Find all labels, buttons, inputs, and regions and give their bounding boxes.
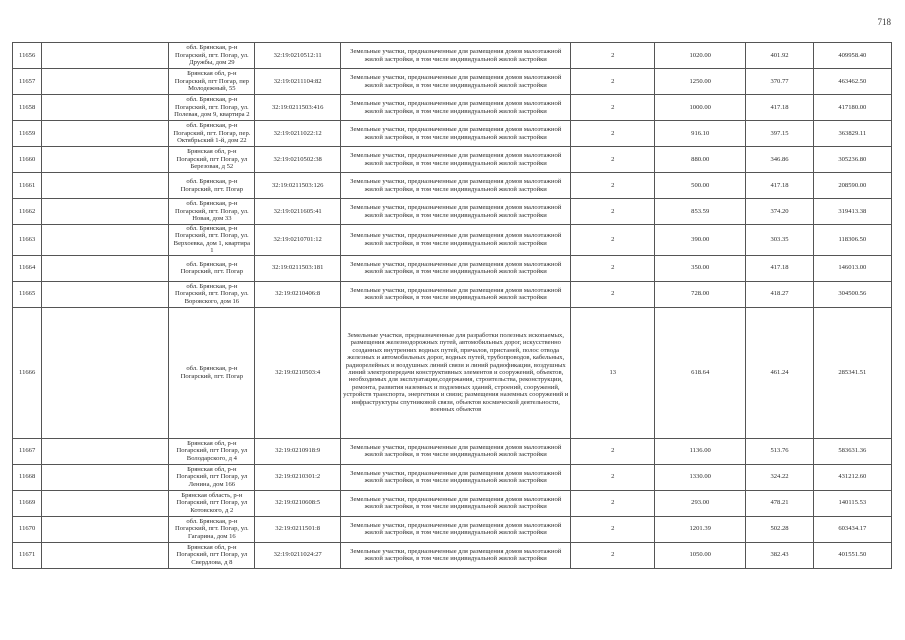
spacer-cell — [42, 542, 169, 568]
permitted-use-cell: Земельные участки, предназначенные для размещения домов малоэтажной жилой застройки, в том числе индивидуальной жилой застройки — [341, 225, 571, 256]
address-cell: обл. Брянская, р-н Погарский, пгт. Погар, пер. Октябрьский 1-й, дом 22 — [169, 121, 255, 147]
spacer-cell — [42, 121, 169, 147]
table-row — [13, 95, 892, 121]
cadastral-number-cell: 32:19:0210301:2 — [255, 464, 341, 490]
cadastral-number-cell: 32:19:0211024:27 — [255, 542, 341, 568]
area-cell: 1330.00 — [655, 464, 746, 490]
row-number-cell: 11667 — [13, 438, 42, 464]
address-cell: обл. Брянская, р-н Погарский, пгт. Погар — [169, 173, 255, 199]
cadastral-number-cell: 32:19:0211501:8 — [255, 516, 341, 542]
table-row — [13, 438, 892, 464]
area-cell: 390.00 — [655, 225, 746, 256]
area-cell: 1201.39 — [655, 516, 746, 542]
row-number-cell: 11669 — [13, 490, 42, 516]
group-cell: 2 — [571, 542, 655, 568]
cadastral-number-cell: 32:19:0210918:9 — [255, 438, 341, 464]
cadastral-value-cell: 319413.38 — [813, 199, 891, 225]
row-number-cell: 11662 — [13, 199, 42, 225]
permitted-use-cell: Земельные участки, предназначенные для размещения домов малоэтажной жилой застройки, в том числе индивидуальной жилой застройки — [341, 121, 571, 147]
address-cell: обл. Брянская, р-н Погарский, пгт. Погар, ул. Верхоевка, дом 1, квартира 1 — [169, 225, 255, 256]
group-cell: 2 — [571, 69, 655, 95]
permitted-use-cell: Земельные участки, предназначенные для размещения домов малоэтажной жилой застройки, в том числе индивидуальной жилой застройки — [341, 69, 571, 95]
cadastral-value-cell: 409958.40 — [813, 43, 891, 69]
spacer-cell — [42, 281, 169, 307]
cadastral-number-cell: 32:19:0210502:38 — [255, 147, 341, 173]
row-number-cell: 11657 — [13, 69, 42, 95]
row-number-cell: 11668 — [13, 464, 42, 490]
cadastral-number-cell: 32:19:0210512:11 — [255, 43, 341, 69]
permitted-use-cell: Земельные участки, предназначенные для размещения домов малоэтажной жилой застройки, в том числе индивидуальной жилой застройки — [341, 281, 571, 307]
table-row — [13, 516, 892, 542]
spacer-cell — [42, 438, 169, 464]
permitted-use-cell: Земельные участки, предназначенные для размещения домов малоэтажной жилой застройки, в том числе индивидуальной жилой застройки — [341, 199, 571, 225]
table-row — [13, 199, 892, 225]
cadastral-value-cell: 583631.36 — [813, 438, 891, 464]
area-cell: 618.64 — [655, 307, 746, 438]
address-cell: обл. Брянская, р-н Погарский, пгт. Погар, ул. Полевая, дом 9, квартира 2 — [169, 95, 255, 121]
address-cell: обл. Брянская, р-н Погарский, пгт. Погар, ул. Гагарина, дом 16 — [169, 516, 255, 542]
rate-cell: 417.18 — [746, 95, 813, 121]
group-cell: 2 — [571, 147, 655, 173]
address-cell: Брянская обл, р-н Погарский, пгт Погар, ул Володарского, д 4 — [169, 438, 255, 464]
area-cell: 293.00 — [655, 490, 746, 516]
rate-cell: 478.21 — [746, 490, 813, 516]
rate-cell: 401.92 — [746, 43, 813, 69]
row-number-cell: 11663 — [13, 225, 42, 256]
cadastral-value-cell: 140115.53 — [813, 490, 891, 516]
cadastral-value-cell: 208590.00 — [813, 173, 891, 199]
row-number-cell: 11661 — [13, 173, 42, 199]
page-number: 718 — [877, 17, 891, 27]
group-cell: 2 — [571, 464, 655, 490]
table-row — [13, 225, 892, 256]
table-row — [13, 69, 892, 95]
permitted-use-cell: Земельные участки, предназначенные для размещения домов малоэтажной жилой застройки, в том числе индивидуальной жилой застройки — [341, 438, 571, 464]
group-cell: 2 — [571, 255, 655, 281]
permitted-use-cell: Земельные участки, предназначенные для размещения домов малоэтажной жилой застройки, в том числе индивидуальной жилой застройки — [341, 464, 571, 490]
cadastral-number-cell: 32:19:0211022:12 — [255, 121, 341, 147]
row-number-cell: 11658 — [13, 95, 42, 121]
cadastral-number-cell: 32:19:0211503:181 — [255, 255, 341, 281]
table-row — [13, 255, 892, 281]
rate-cell: 374.20 — [746, 199, 813, 225]
cadastral-number-cell: 32:19:0211605:41 — [255, 199, 341, 225]
permitted-use-cell: Земельные участки, предназначенные для размещения домов малоэтажной жилой застройки, в том числе индивидуальной жилой застройки — [341, 43, 571, 69]
cadastral-number-cell: 32:19:0210503:4 — [255, 307, 341, 438]
group-cell: 2 — [571, 490, 655, 516]
group-cell: 2 — [571, 438, 655, 464]
row-number-cell: 11656 — [13, 43, 42, 69]
table-row — [13, 121, 892, 147]
cadastral-value-cell: 304500.56 — [813, 281, 891, 307]
address-cell: Брянская обл, р-н Погарский, пгт Погар, ул Березовая, д 52 — [169, 147, 255, 173]
permitted-use-cell: Земельные участки, предназначенные для размещения домов малоэтажной жилой застройки, в том числе индивидуальной жилой застройки — [341, 516, 571, 542]
row-number-cell: 11666 — [13, 307, 42, 438]
permitted-use-cell: Земельные участки, предназначенные для размещения домов малоэтажной жилой застройки, в том числе индивидуальной жилой застройки — [341, 255, 571, 281]
address-cell: Брянская область, р-н Погарский, пгт Погар, ул Котовского, д 2 — [169, 490, 255, 516]
row-number-cell: 11671 — [13, 542, 42, 568]
spacer-cell — [42, 255, 169, 281]
rate-cell: 418.27 — [746, 281, 813, 307]
permitted-use-cell: Земельные участки, предназначенные для размещения домов малоэтажной жилой застройки, в том числе индивидуальной жилой застройки — [341, 542, 571, 568]
group-cell: 2 — [571, 173, 655, 199]
cadastral-value-cell: 417180.00 — [813, 95, 891, 121]
spacer-cell — [42, 147, 169, 173]
spacer-cell — [42, 69, 169, 95]
address-cell: обл. Брянская, р-н Погарский, пгт. Погар, ул. Дружбы, дом 29 — [169, 43, 255, 69]
rate-cell: 513.76 — [746, 438, 813, 464]
address-cell: Брянская обл, р-н Погарский, пгт Погар, пер Молодежный, 55 — [169, 69, 255, 95]
rate-cell: 461.24 — [746, 307, 813, 438]
area-cell: 1000.00 — [655, 95, 746, 121]
permitted-use-cell: Земельные участки, предназначенные для размещения домов малоэтажной жилой застройки, в том числе индивидуальной жилой застройки — [341, 95, 571, 121]
rate-cell: 397.15 — [746, 121, 813, 147]
rate-cell: 303.35 — [746, 225, 813, 256]
cadastral-value-cell: 431212.60 — [813, 464, 891, 490]
group-cell: 2 — [571, 199, 655, 225]
area-cell: 880.00 — [655, 147, 746, 173]
rate-cell: 417.18 — [746, 173, 813, 199]
cadastral-number-cell: 32:19:0210701:12 — [255, 225, 341, 256]
cadastral-number-cell: 32:19:0210608:5 — [255, 490, 341, 516]
table-row — [13, 464, 892, 490]
group-cell: 2 — [571, 121, 655, 147]
area-cell: 1050.00 — [655, 542, 746, 568]
table-row — [13, 542, 892, 568]
cadastral-value-cell: 401551.50 — [813, 542, 891, 568]
area-cell: 1250.00 — [655, 69, 746, 95]
address-cell: обл. Брянская, р-н Погарский, пгт. Погар, ул. Новая, дом 33 — [169, 199, 255, 225]
area-cell: 916.10 — [655, 121, 746, 147]
table-row — [13, 173, 892, 199]
spacer-cell — [42, 464, 169, 490]
cadastral-value-cell: 305236.80 — [813, 147, 891, 173]
spacer-cell — [42, 199, 169, 225]
table-row — [13, 490, 892, 516]
cadastral-number-cell: 32:19:0211503:416 — [255, 95, 341, 121]
group-cell: 2 — [571, 43, 655, 69]
spacer-cell — [42, 490, 169, 516]
rate-cell: 370.77 — [746, 69, 813, 95]
area-cell: 500.00 — [655, 173, 746, 199]
cadastral-value-cell: 118306.50 — [813, 225, 891, 256]
permitted-use-cell: Земельные участки, предназначенные для размещения домов малоэтажной жилой застройки, в том числе индивидуальной жилой застройки — [341, 147, 571, 173]
rate-cell: 346.86 — [746, 147, 813, 173]
spacer-cell — [42, 95, 169, 121]
rate-cell: 382.43 — [746, 542, 813, 568]
row-number-cell: 11664 — [13, 255, 42, 281]
area-cell: 728.00 — [655, 281, 746, 307]
row-number-cell: 11659 — [13, 121, 42, 147]
permitted-use-cell: Земельные участки, предназначенные для разработки полезных ископаемых, размещения железнодорожных путей, автомобильных дорог, искусственно созданных внутренних водных путей, причалов, пристаней, полос отвода железных и автомобильных дорог, водных путей, трубопроводов, кабельных, радиорелейных и воздушных линий связи и линий радиофикации, воздушных линий электропередачи конструктивных элементов и сооружений, объектов, необходимых для эксплуатации,содержания, строительства, реконструкции, ремонта, развития наземных и подземных зданий, строений, сооружений, устройств транспорта, энергетики и связи; размещения наземных сооружений и инфраструктуры спутниковой связи, объектов космической деятельности, военных объектов — [341, 307, 571, 438]
cadastral-number-cell: 32:19:0211104:82 — [255, 69, 341, 95]
address-cell: обл. Брянская, р-н Погарский, пгт. Погар — [169, 255, 255, 281]
table-row — [13, 147, 892, 173]
cadastral-value-cell: 285341.51 — [813, 307, 891, 438]
row-number-cell: 11670 — [13, 516, 42, 542]
group-cell: 2 — [571, 516, 655, 542]
land-registry-table — [12, 42, 892, 569]
address-cell: Брянская обл, р-н Погарский, пгт Погар, ул Ленина, дом 166 — [169, 464, 255, 490]
rate-cell: 502.28 — [746, 516, 813, 542]
table-body — [13, 43, 892, 569]
area-cell: 853.59 — [655, 199, 746, 225]
group-cell: 2 — [571, 95, 655, 121]
spacer-cell — [42, 43, 169, 69]
row-number-cell: 11665 — [13, 281, 42, 307]
address-cell: Брянская обл, р-н Погарский, пгт Погар, ул Свердлова, д 8 — [169, 542, 255, 568]
table-row — [13, 281, 892, 307]
spacer-cell — [42, 516, 169, 542]
cadastral-value-cell: 463462.50 — [813, 69, 891, 95]
group-cell: 2 — [571, 281, 655, 307]
spacer-cell — [42, 307, 169, 438]
cadastral-number-cell: 32:19:0210406:8 — [255, 281, 341, 307]
rate-cell: 417.18 — [746, 255, 813, 281]
table-row — [13, 307, 892, 438]
group-cell: 13 — [571, 307, 655, 438]
table-row — [13, 43, 892, 69]
permitted-use-cell: Земельные участки, предназначенные для размещения домов малоэтажной жилой застройки, в том числе индивидуальной жилой застройки — [341, 173, 571, 199]
area-cell: 350.00 — [655, 255, 746, 281]
row-number-cell: 11660 — [13, 147, 42, 173]
permitted-use-cell: Земельные участки, предназначенные для размещения домов малоэтажной жилой застройки, в том числе индивидуальной жилой застройки — [341, 490, 571, 516]
cadastral-number-cell: 32:19:0211503:126 — [255, 173, 341, 199]
rate-cell: 324.22 — [746, 464, 813, 490]
area-cell: 1020.00 — [655, 43, 746, 69]
cadastral-value-cell: 363829.11 — [813, 121, 891, 147]
group-cell: 2 — [571, 225, 655, 256]
spacer-cell — [42, 225, 169, 256]
address-cell: обл. Брянская, р-н Погарский, пгт. Погар, ул. Воровского, дом 16 — [169, 281, 255, 307]
cadastral-value-cell: 146013.00 — [813, 255, 891, 281]
spacer-cell — [42, 173, 169, 199]
address-cell: обл. Брянская, р-н Погарский, пгт. Погар — [169, 307, 255, 438]
area-cell: 1136.00 — [655, 438, 746, 464]
cadastral-value-cell: 603434.17 — [813, 516, 891, 542]
